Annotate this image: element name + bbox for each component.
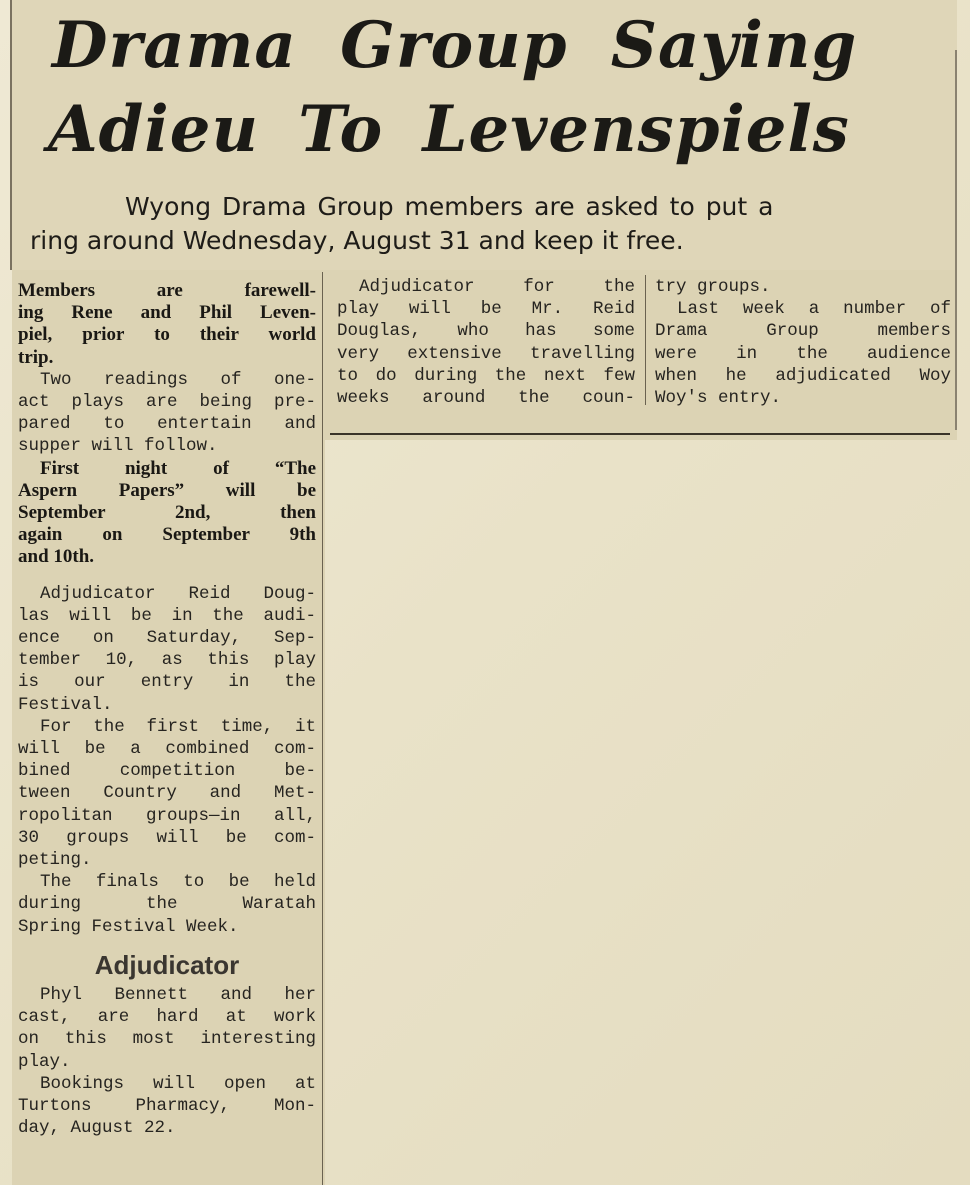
text-line: peting.: [18, 850, 92, 871]
text-line: day, August 22.: [18, 1118, 176, 1139]
text-line: ropolitan groups—in all,: [18, 805, 316, 826]
text-line: Members are farewell-: [18, 280, 316, 301]
text-line: Woy's entry.: [655, 388, 782, 409]
deck: [30, 190, 930, 258]
paragraph: [18, 583, 316, 716]
clipping-right-edge: [955, 50, 957, 430]
text-line: Douglas, who has some: [337, 321, 635, 342]
text-line: tember 10, as this play: [18, 650, 316, 671]
text-line: cast, are hard at work: [18, 1007, 316, 1028]
text-line: again on September 9th: [18, 524, 316, 546]
text-line: ing Rene and Phil Leven-: [18, 302, 316, 324]
text-line: and 10th.: [18, 546, 95, 568]
text-line: very extensive travelling: [337, 343, 635, 364]
paragraph: [18, 369, 316, 458]
text-line: act plays are being pre-: [18, 392, 316, 413]
text-line: Adjudicator for the: [359, 277, 635, 297]
paragraph: [655, 276, 951, 298]
text-line: Adjudicator Reid Doug-: [40, 583, 316, 604]
headline-line-1: Drama Group Saying: [52, 8, 858, 83]
text-line: is our entry in the: [18, 672, 316, 693]
text-line: will be a combined com-: [18, 739, 316, 760]
text-line: 30 groups will be com-: [18, 827, 316, 848]
paragraph: [18, 1073, 316, 1140]
paragraph-gap: [18, 569, 316, 583]
subheading: Adjudicator: [94, 949, 240, 980]
text-line: bined competition be-: [18, 761, 316, 782]
paragraph: [18, 871, 316, 938]
text-line: September 2nd, then: [18, 502, 316, 524]
text-line: were in the audience: [655, 343, 951, 364]
text-line: For the first time, it: [40, 716, 316, 737]
paragraph: [337, 276, 635, 409]
text-line: weeks around the coun-: [337, 388, 635, 409]
paragraph: [655, 298, 951, 409]
text-line: play.: [18, 1051, 71, 1072]
article-end-rule: [330, 433, 950, 435]
text-line: The finals to be held: [40, 872, 316, 893]
article-column-1: [18, 280, 316, 1139]
paragraph: [18, 716, 316, 871]
text-line: tween Country and Met-: [18, 783, 316, 804]
text-line: on this most interesting: [18, 1029, 316, 1050]
text-line: First night of “The: [40, 457, 316, 479]
deck-line-2: ring around Wednesday, August 31 and keep it free.: [30, 226, 684, 255]
text-line: Spring Festival Week.: [18, 916, 239, 937]
text-line: ence on Saturday, Sep-: [18, 628, 316, 649]
column-rule-1: [322, 272, 323, 1185]
text-line: piel, prior to their world: [18, 324, 316, 346]
text-line: during the Waratah: [18, 894, 316, 915]
text-line: pared to entertain and: [18, 414, 316, 435]
text-line: Festival.: [18, 694, 113, 715]
text-line: Last week a number of: [677, 299, 951, 320]
article-column-2: [337, 276, 635, 409]
dates-paragraph: [18, 458, 316, 569]
text-line: play will be Mr. Reid: [337, 299, 635, 320]
text-line: Two readings of one-: [40, 369, 316, 390]
article-column-3: [655, 276, 951, 409]
text-line: when he adjudicated Woy: [655, 365, 951, 386]
text-line: Phyl Bennett and her: [40, 984, 316, 1005]
clipping-left-edge: [10, 0, 12, 270]
text-line: Aspern Papers” will be: [18, 479, 316, 501]
text-line: to do during the next few: [337, 365, 635, 386]
deck-line-1: Wyong Drama Group members are asked to put a: [125, 192, 774, 221]
intro-paragraph: [18, 280, 316, 369]
column-rule-2: [645, 275, 646, 405]
text-line: Drama Group members: [655, 321, 951, 342]
headline: [40, 4, 940, 172]
text-line: supper will follow.: [18, 436, 218, 457]
paragraph: [18, 984, 316, 1073]
text-line: try groups.: [655, 277, 771, 297]
text-line: las will be in the audi-: [18, 605, 316, 626]
text-line: Bookings will open at: [40, 1073, 316, 1094]
text-line: Turtons Pharmacy, Mon-: [18, 1095, 316, 1116]
headline-line-2: Adieu To Levenspiels: [48, 92, 850, 167]
text-line: trip.: [18, 346, 54, 368]
